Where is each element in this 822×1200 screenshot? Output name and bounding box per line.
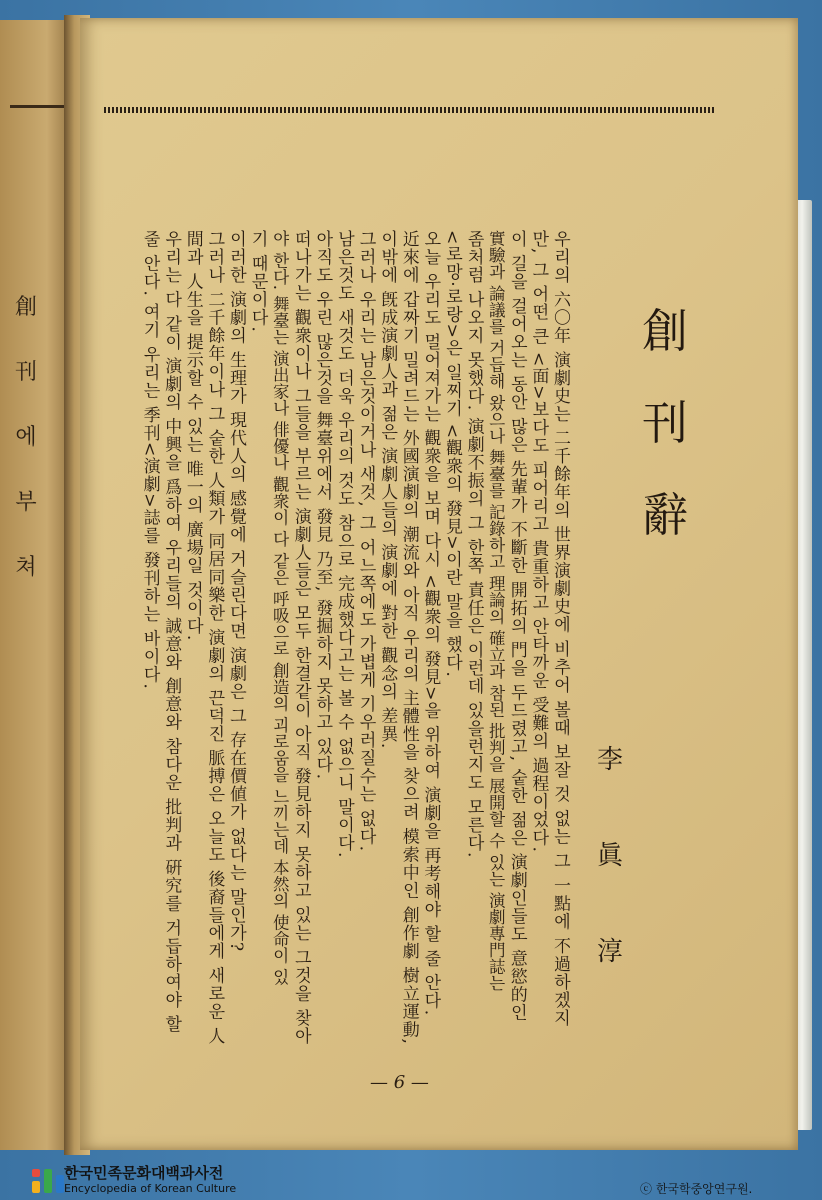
left-heading-char: 에	[15, 425, 37, 450]
body-text-column: 그러나 二千餘年이나 그 숱한 人類가 同居同樂한 演劇의 끈덕진 脈搏은 오늘도 後裔들에게 새로운 人	[204, 230, 225, 1045]
left-heading-char: 刊	[14, 360, 37, 385]
title-char: 辭	[642, 488, 688, 542]
body-text-column: 만, 그 어떤 큰 <面>보다도 피어리고 貴重하고 안타까운 受難의 過程이었다.	[528, 230, 549, 853]
body-text-column: 우리는 다 같이 演劇의 中興을 爲하여 우리들의 誠意와 創意와 참다운 批判과 硏究를 거듭하여야 할	[161, 230, 182, 1034]
body-text-column: 아직도 우린 많은것을 舞臺위에서 發見 乃至, 發掘하지 못하고 있다.	[312, 230, 333, 781]
logo-korean-text: 한국민족문화대백과사전	[64, 1164, 224, 1182]
left-heading-char: 創	[14, 295, 37, 320]
author-char: 眞	[596, 841, 623, 871]
top-ornamental-rule	[104, 107, 714, 113]
body-text-column: 間과 人生을 提示할 수 있는 唯一의 廣場일 것이다.	[182, 230, 203, 642]
title-char: 刊	[642, 396, 688, 450]
body-text-column: 야 한다. 舞臺는 演出家나 俳優나 觀衆이 다 같은 呼吸으로 創造의 괴로움을 느끼는데 本然의 使命이 있	[270, 230, 290, 986]
left-heading-char: 쳐	[15, 555, 37, 580]
body-text-column: 우리의 六〇年 演劇史는 二千餘年의 世界演劇史에 비추어 볼때 보잘 것 없는 그 一點에 不過하겠지	[550, 230, 570, 1027]
body-text-column: 떠나가는 觀衆이나 그들을 부르는 演劇人들은 모두 한결같이 아직 發見하지 못하고 있는 그것을 찾아	[290, 230, 311, 1045]
body-text-column: 오늘 우리도 멀어져가는 觀衆을 보며 다시 <觀衆의 發見>을 위하여 演劇을 再考해야 할 줄 안다.	[420, 230, 441, 1017]
body-text-column: 이 길을 걸어오는 동안 많은 先輩가 不斷한 開拓의 門을 두드렸고, 숱한 젊은 演劇인들도 意慾的인	[506, 230, 527, 1022]
left-heading-char: 부	[15, 490, 37, 515]
logo-english-text: Encyclopedia of Korean Culture	[64, 1182, 237, 1195]
body-text-column: 남은것도 새것도 더욱 우리의 것도 참으로 完成했다고는 볼 수 없으니 말이다.	[334, 230, 354, 859]
author-name	[590, 712, 630, 1000]
body-text-column: 이밖에 旣成演劇人과 젊은 演劇人들의 演劇에 對한 觀念의 差異.	[377, 230, 398, 750]
page-number: — 6 —	[370, 1072, 429, 1093]
body-text-column: <로망·로랑>은 일찌기 <觀衆의 發見>이란 말을 했다.	[442, 230, 462, 678]
body-text-column: 實驗과 論議를 거듭해 왔으나 舞臺를 記錄하고 理論의 確立과 참된 批判을 展開할 수 있는 演劇專門誌는	[486, 230, 506, 992]
left-page-rule	[10, 105, 66, 108]
body-text-column: 줄 안다. 여기 우리는 季刊<演劇>誌를 發刊하는 바이다.	[139, 230, 160, 690]
article-title	[640, 285, 690, 561]
copyright-notice: ⓒ 한국학중앙연구원.	[640, 1182, 753, 1196]
body-text-column: 기 때문이다.	[247, 230, 268, 333]
body-text-column: 이러한 演劇의 生理가 現代人의 感覺에 거슬린다면 演劇은 그 存在價値가 없다는 말인가?	[226, 230, 246, 953]
author-char: 淳	[596, 937, 623, 967]
author-char: 李	[596, 745, 623, 775]
body-text-column: 그러나 우리는 남은것이거나 새것, 그 어느쪽에도 가볍게 기우러질수는 없다.	[355, 230, 376, 853]
body-text-column: 좀처럼 나오지 못했다. 演劇不振의 그 한쪽 責任은 이런데 있을런지도 모른다.	[463, 230, 484, 859]
title-char: 創	[642, 304, 688, 358]
body-text-column: 近來에 갑짜기 밀려드는 外國演劇의 潮流와 아직 우리의 主體性을 찾으려 模索中인 創作劇 樹立運動,	[398, 230, 419, 1045]
